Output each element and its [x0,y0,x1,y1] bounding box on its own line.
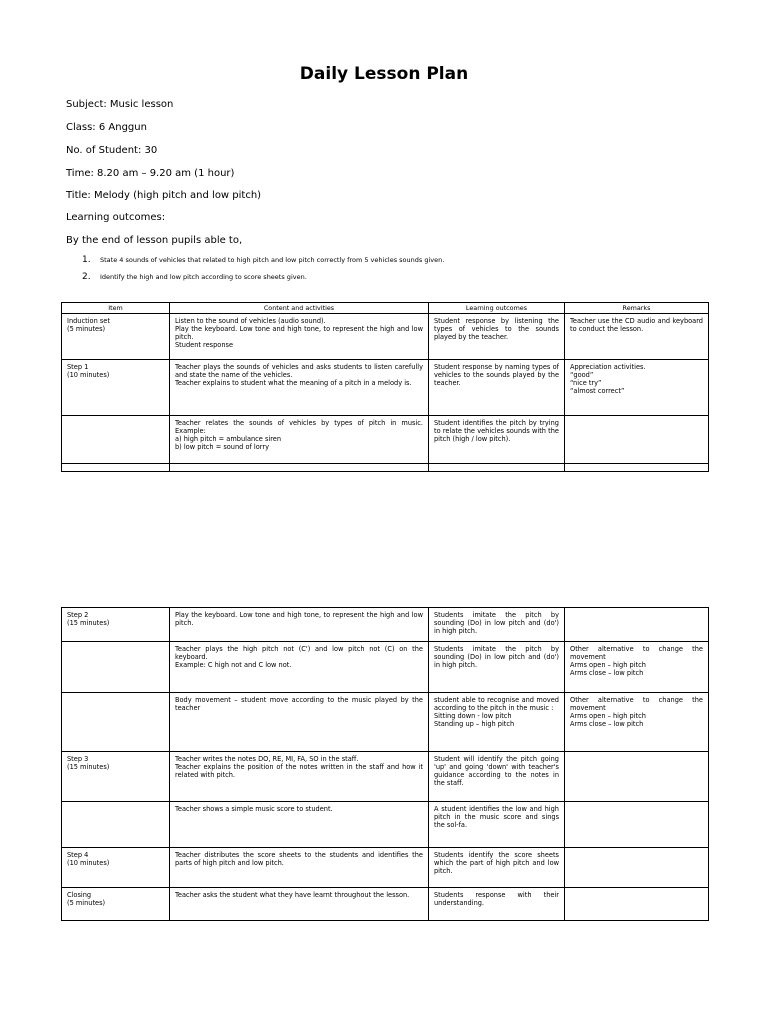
cell-content: Teacher asks the student what they have learnt throughout the lesson. [170,888,429,921]
cell-content: Play the keyboard. Low tone and high tone, to represent the high and low pitch. [170,608,429,642]
page-title: Daily Lesson Plan [299,64,469,84]
cell-outcome: Students response with their understanding. [429,888,565,921]
cell-remarks [565,848,709,888]
cell-remarks: Appreciation activities. “good” “nice try” “almost correct” [565,360,709,416]
cell-remarks: Other alternative to change the movement Arms open – high pitch Arms close – low pitch [565,693,709,752]
header-content: Content and activities [170,303,429,314]
cell-remarks [565,752,709,802]
cell-item: Step 4 (10 minutes) [62,848,170,888]
cell-item [62,642,170,693]
cell-remarks: Teacher use the CD audio and keyboard to conduct the lesson. [565,314,709,360]
table-row [62,848,709,888]
cell-remarks [565,802,709,848]
students-line: No. of Student: 30 [66,145,158,156]
cell-outcome: Student will identify the pitch going 'up' and going 'down' with teacher's guidance according to the notes in the staff. [429,752,565,802]
cell-item: Induction set (5 minutes) [62,314,170,360]
cell-content: Body movement – student move according to the music played by the teacher [170,693,429,752]
outcomes-list [82,256,444,290]
cell-outcome: Students identify the score sheets which the part of high pitch and low pitch. [429,848,565,888]
header-learning-outcomes: Learning outcomes [429,303,565,314]
table-row [62,360,709,416]
cell-item: Step 2 (15 minutes) [62,608,170,642]
cell-outcome: Student response by listening the types of vehicles to the sounds played by the teacher. [429,314,565,360]
cell-item [62,802,170,848]
cell-item: Step 1 (10 minutes) [62,360,170,416]
cell-remarks [565,608,709,642]
subject-line: Subject: Music lesson [66,99,174,110]
header-remarks: Remarks [565,303,709,314]
cell-content: Teacher relates the sounds of vehicles by types of pitch in music. Example: a) high pitch = ambulance siren b) low pitch = sound of lorry [170,416,429,464]
lesson-table-part1 [61,302,709,472]
table-row [62,608,709,642]
cell-outcome: Student identifies the pitch by trying to relate the vehicles sounds with the pitch (high / low pitch). [429,416,565,464]
cell-item: Closing (5 minutes) [62,888,170,921]
cell-outcome: Student response by naming types of vehicles to the sounds played by the teacher. [429,360,565,416]
table-header-row [62,303,709,314]
table-row [62,888,709,921]
lesson-title-line: Title: Melody (high pitch and low pitch) [66,190,262,201]
list-item [82,273,444,282]
cell-outcome: Students imitate the pitch by sounding (Do) in low pitch and (do') in high pitch. [429,642,565,693]
cell-item [62,416,170,464]
cell-outcome: student able to recognise and moved according to the pitch in the music : Sitting down - low pitch Standing up – high pitch [429,693,565,752]
class-line: Class: 6 Anggun [66,122,147,133]
outcome-number: 1. [82,255,91,265]
header-item: Item [62,303,170,314]
cell-outcome: Students imitate the pitch by sounding (Do) in low pitch and (do') in high pitch. [429,608,565,642]
outcome-text: Identify the high and low pitch according to score sheets given. [100,273,307,281]
table-row-empty [62,464,709,472]
cell-content: Teacher writes the notes DO, RE, MI, FA, SO in the staff. Teacher explains the position of the notes written in the staff and how it related with pitch. [170,752,429,802]
list-item [82,256,444,265]
table-row [62,752,709,802]
outcome-text: State 4 sounds of vehicles that related to high pitch and low pitch correctly from 5 vehicles sounds given. [100,256,445,264]
outcome-number: 2. [82,272,91,282]
cell-content: Teacher plays the sounds of vehicles and asks students to listen carefully and state the name of the vehicles. Teacher explains to student what the meaning of a pitch in a melody is. [170,360,429,416]
intro-line: By the end of lesson pupils able to, [66,235,243,246]
cell-content: Teacher shows a simple music score to student. [170,802,429,848]
cell-item [62,693,170,752]
cell-outcome: A student identifies the low and high pitch in the music score and sings the sol-fa. [429,802,565,848]
cell-content: Teacher plays the high pitch not (C') and low pitch not (C) on the keyboard. Example: C high not and C low not. [170,642,429,693]
learning-outcomes-heading: Learning outcomes: [66,212,166,223]
cell-remarks [565,416,709,464]
time-line: Time: 8.20 am – 9.20 am (1 hour) [66,168,235,179]
table-row [62,642,709,693]
table-row [62,314,709,360]
cell-content: Teacher distributes the score sheets to the students and identifies the parts of high pitch and low pitch. [170,848,429,888]
cell-content: Listen to the sound of vehicles (audio sound). Play the keyboard. Low tone and high tone, to represent the high and low pitch. Student response [170,314,429,360]
cell-remarks [565,888,709,921]
table-row [62,416,709,464]
cell-remarks: Other alternative to change the movement Arms open – high pitch Arms close – low pitch [565,642,709,693]
cell-item: Step 3 (15 minutes) [62,752,170,802]
lesson-table-part2 [61,607,709,921]
table-row [62,693,709,752]
table-row [62,802,709,848]
